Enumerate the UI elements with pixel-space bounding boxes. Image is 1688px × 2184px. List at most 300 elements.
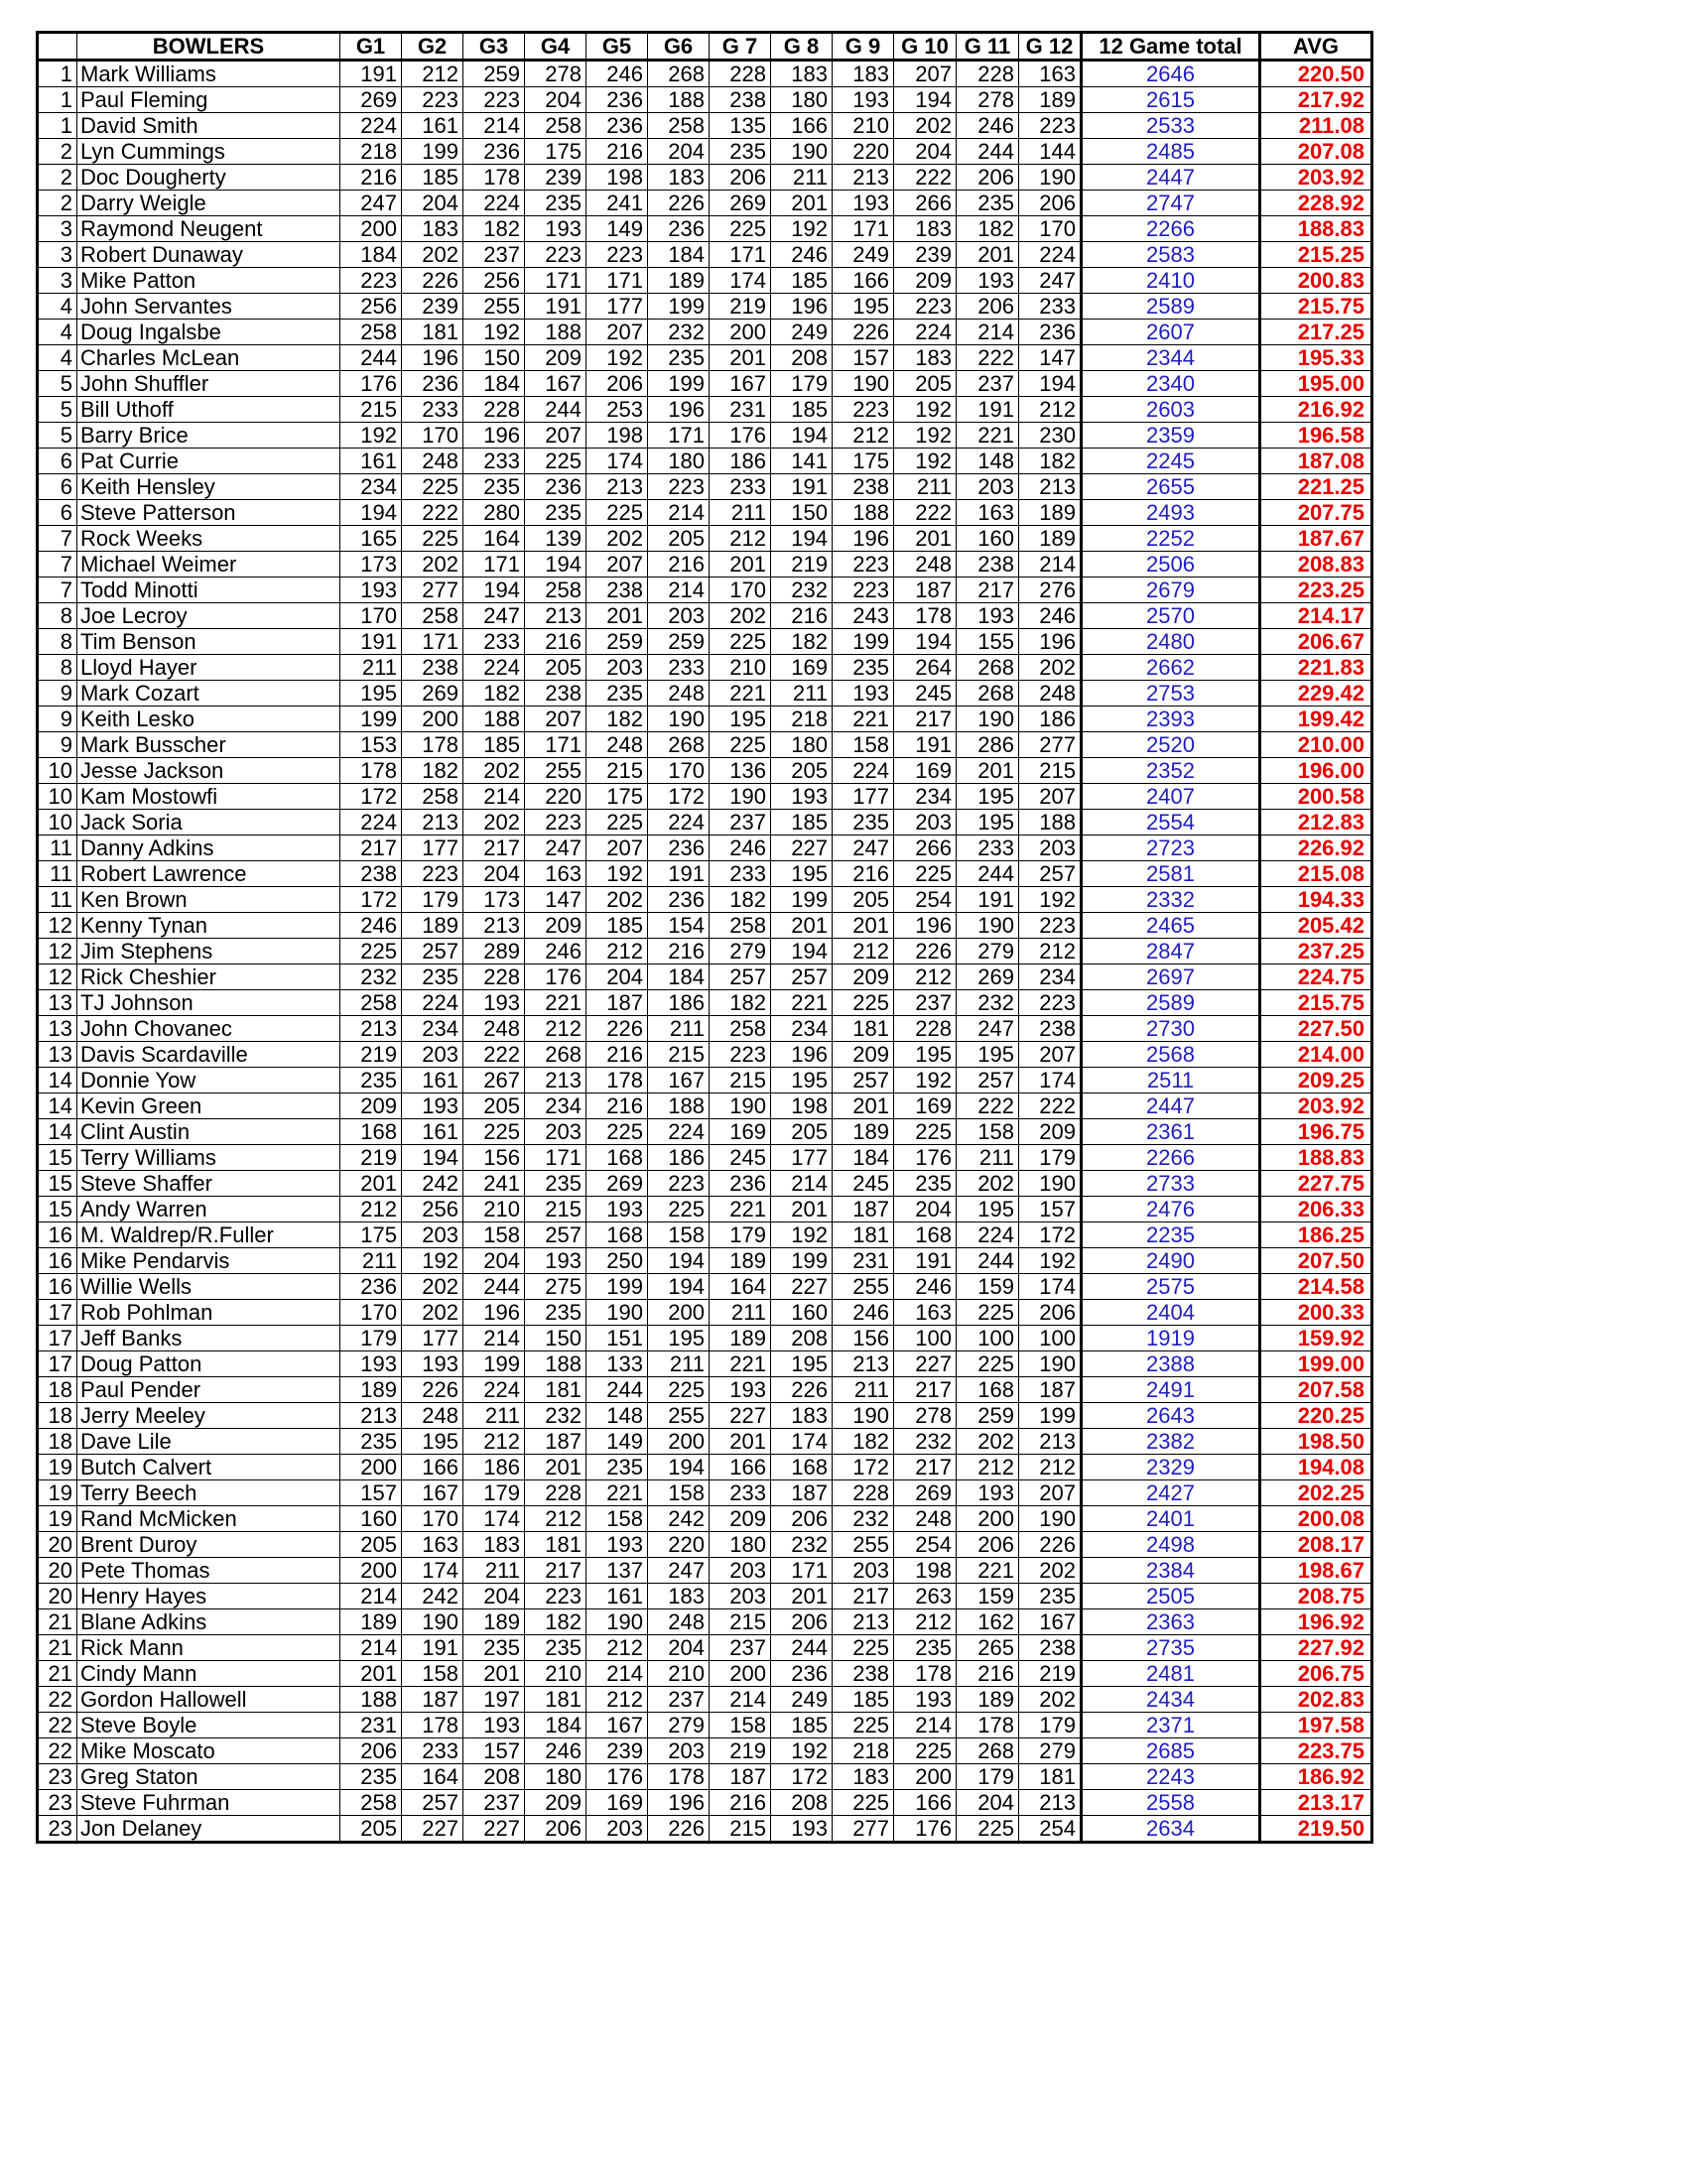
game-score-cell: 188 [648, 87, 710, 113]
game-score-cell: 179 [957, 1764, 1019, 1790]
bowler-name-cell: Lloyd Hayer [77, 655, 340, 681]
game-score-cell: 192 [894, 423, 957, 449]
game-score-cell: 176 [525, 964, 586, 990]
bowler-name-cell: Butch Calvert [77, 1455, 340, 1480]
total-cell: 2493 [1082, 500, 1260, 526]
game-score-cell: 233 [710, 861, 771, 887]
game-score-cell: 201 [771, 191, 833, 216]
game-score-cell: 204 [894, 139, 957, 165]
game-score-cell: 268 [957, 681, 1019, 707]
game-score-cell: 244 [957, 1248, 1019, 1274]
table-row [38, 990, 1372, 1016]
game-score-cell: 177 [402, 1326, 463, 1351]
game-score-cell: 255 [833, 1532, 894, 1558]
game-score-cell: 237 [957, 371, 1019, 397]
bowler-name-cell: Gordon Hallowell [77, 1687, 340, 1713]
game-score-cell: 225 [894, 1738, 957, 1764]
game-score-cell: 191 [894, 1248, 957, 1274]
game-score-cell: 215 [340, 397, 402, 423]
avg-cell: 221.25 [1260, 474, 1372, 500]
game-score-cell: 243 [833, 603, 894, 629]
game-score-cell: 167 [1019, 1609, 1082, 1635]
game-score-cell: 169 [710, 1119, 771, 1145]
game-score-cell: 210 [525, 1661, 586, 1687]
game-score-cell: 203 [894, 810, 957, 835]
team-number-cell: 9 [38, 681, 77, 707]
game-score-cell: 258 [648, 113, 710, 139]
game-score-cell: 244 [525, 397, 586, 423]
game-score-cell: 258 [402, 603, 463, 629]
team-number-cell: 7 [38, 578, 77, 603]
col-header-g3: G3 [463, 33, 525, 61]
total-cell: 2646 [1082, 61, 1260, 87]
game-score-cell: 188 [463, 707, 525, 732]
game-score-cell: 202 [1019, 1687, 1082, 1713]
team-number-cell: 3 [38, 216, 77, 242]
game-score-cell: 249 [771, 320, 833, 345]
game-score-cell: 176 [586, 1764, 648, 1790]
game-score-cell: 225 [586, 500, 648, 526]
game-score-cell: 162 [957, 1609, 1019, 1635]
game-score-cell: 268 [957, 1738, 1019, 1764]
game-score-cell: 269 [340, 87, 402, 113]
total-cell: 2490 [1082, 1248, 1260, 1274]
game-score-cell: 200 [648, 1300, 710, 1326]
game-score-cell: 202 [710, 603, 771, 629]
game-score-cell: 188 [525, 1351, 586, 1377]
game-score-cell: 209 [525, 1790, 586, 1816]
avg-cell: 208.17 [1260, 1532, 1372, 1558]
game-score-cell: 214 [340, 1584, 402, 1609]
game-score-cell: 189 [957, 1687, 1019, 1713]
game-score-cell: 137 [586, 1558, 648, 1584]
game-score-cell: 208 [771, 1790, 833, 1816]
game-score-cell: 246 [1019, 603, 1082, 629]
game-score-cell: 226 [833, 320, 894, 345]
game-score-cell: 268 [648, 61, 710, 87]
game-score-cell: 216 [710, 1790, 771, 1816]
game-score-cell: 223 [525, 242, 586, 268]
team-number-cell: 12 [38, 964, 77, 990]
table-row [38, 1300, 1372, 1326]
game-score-cell: 267 [463, 1068, 525, 1093]
game-score-cell: 201 [894, 526, 957, 552]
game-score-cell: 206 [586, 371, 648, 397]
game-score-cell: 188 [833, 500, 894, 526]
bowler-name-cell: Mike Moscato [77, 1738, 340, 1764]
game-score-cell: 192 [771, 1738, 833, 1764]
game-score-cell: 247 [833, 835, 894, 861]
bowler-name-cell: Jesse Jackson [77, 758, 340, 784]
game-score-cell: 257 [771, 964, 833, 990]
game-score-cell: 224 [463, 655, 525, 681]
game-score-cell: 171 [586, 268, 648, 294]
table-row [38, 810, 1372, 835]
game-score-cell: 176 [894, 1816, 957, 1843]
team-number-cell: 19 [38, 1455, 77, 1480]
table-row [38, 887, 1372, 913]
avg-cell: 196.75 [1260, 1119, 1372, 1145]
game-score-cell: 258 [525, 578, 586, 603]
game-score-cell: 227 [894, 1351, 957, 1377]
game-score-cell: 204 [648, 139, 710, 165]
game-score-cell: 205 [771, 758, 833, 784]
game-score-cell: 191 [340, 629, 402, 655]
game-score-cell: 237 [710, 810, 771, 835]
game-score-cell: 194 [648, 1248, 710, 1274]
game-score-cell: 264 [894, 655, 957, 681]
team-number-cell: 3 [38, 268, 77, 294]
game-score-cell: 178 [340, 758, 402, 784]
game-score-cell: 139 [525, 526, 586, 552]
game-score-cell: 166 [771, 113, 833, 139]
game-score-cell: 170 [710, 578, 771, 603]
game-score-cell: 226 [771, 1377, 833, 1403]
game-score-cell: 230 [1019, 423, 1082, 449]
game-score-cell: 228 [525, 1480, 586, 1506]
game-score-cell: 198 [894, 1558, 957, 1584]
game-score-cell: 239 [586, 1738, 648, 1764]
table-row [38, 732, 1372, 758]
game-score-cell: 195 [402, 1429, 463, 1455]
avg-cell: 202.83 [1260, 1687, 1372, 1713]
game-score-cell: 200 [710, 320, 771, 345]
game-score-cell: 158 [648, 1222, 710, 1248]
game-score-cell: 206 [525, 1816, 586, 1843]
team-number-cell: 4 [38, 294, 77, 320]
game-score-cell: 189 [340, 1609, 402, 1635]
table-row [38, 1455, 1372, 1480]
game-score-cell: 216 [771, 603, 833, 629]
game-score-cell: 193 [957, 268, 1019, 294]
team-number-cell: 16 [38, 1248, 77, 1274]
game-score-cell: 222 [1019, 1093, 1082, 1119]
avg-cell: 194.33 [1260, 887, 1372, 913]
game-score-cell: 238 [710, 87, 771, 113]
game-score-cell: 187 [586, 990, 648, 1016]
table-row [38, 1480, 1372, 1506]
game-score-cell: 201 [710, 345, 771, 371]
game-score-cell: 204 [463, 861, 525, 887]
team-number-cell: 23 [38, 1816, 77, 1843]
game-score-cell: 214 [771, 1171, 833, 1197]
game-score-cell: 211 [957, 1145, 1019, 1171]
game-score-cell: 169 [586, 1790, 648, 1816]
game-score-cell: 185 [463, 732, 525, 758]
table-row [38, 113, 1372, 139]
game-score-cell: 211 [771, 681, 833, 707]
team-number-cell: 16 [38, 1222, 77, 1248]
game-score-cell: 192 [1019, 887, 1082, 913]
game-score-cell: 247 [957, 1016, 1019, 1042]
game-score-cell: 167 [710, 371, 771, 397]
total-cell: 2498 [1082, 1532, 1260, 1558]
game-score-cell: 182 [771, 629, 833, 655]
game-score-cell: 255 [648, 1403, 710, 1429]
game-score-cell: 234 [771, 1016, 833, 1042]
total-cell: 2753 [1082, 681, 1260, 707]
table-row [38, 629, 1372, 655]
game-score-cell: 182 [402, 758, 463, 784]
game-score-cell: 217 [894, 707, 957, 732]
bowler-name-cell: Steve Patterson [77, 500, 340, 526]
game-score-cell: 223 [402, 861, 463, 887]
game-score-cell: 237 [463, 1790, 525, 1816]
game-score-cell: 227 [402, 1816, 463, 1843]
game-score-cell: 189 [648, 268, 710, 294]
team-number-cell: 21 [38, 1609, 77, 1635]
game-score-cell: 235 [833, 655, 894, 681]
table-row [38, 1558, 1372, 1584]
game-score-cell: 199 [771, 887, 833, 913]
avg-cell: 206.33 [1260, 1197, 1372, 1222]
game-score-cell: 194 [402, 1145, 463, 1171]
game-score-cell: 186 [710, 449, 771, 474]
game-score-cell: 225 [340, 939, 402, 964]
game-score-cell: 200 [957, 1506, 1019, 1532]
game-score-cell: 185 [771, 268, 833, 294]
game-score-cell: 212 [586, 939, 648, 964]
avg-cell: 228.92 [1260, 191, 1372, 216]
game-score-cell: 190 [957, 913, 1019, 939]
bowler-name-cell: Paul Fleming [77, 87, 340, 113]
game-score-cell: 191 [957, 887, 1019, 913]
game-score-cell: 226 [894, 939, 957, 964]
team-number-cell: 18 [38, 1377, 77, 1403]
game-score-cell: 189 [710, 1248, 771, 1274]
game-score-cell: 225 [833, 990, 894, 1016]
game-score-cell: 190 [648, 707, 710, 732]
game-score-cell: 223 [586, 242, 648, 268]
bowler-name-cell: Barry Brice [77, 423, 340, 449]
game-score-cell: 224 [340, 810, 402, 835]
team-number-cell: 7 [38, 552, 77, 578]
avg-cell: 211.08 [1260, 113, 1372, 139]
game-score-cell: 179 [710, 1222, 771, 1248]
avg-cell: 217.92 [1260, 87, 1372, 113]
game-score-cell: 286 [957, 732, 1019, 758]
game-score-cell: 226 [586, 1016, 648, 1042]
bowler-name-cell: Mark Williams [77, 61, 340, 87]
game-score-cell: 221 [710, 681, 771, 707]
game-score-cell: 141 [771, 449, 833, 474]
game-score-cell: 171 [771, 1558, 833, 1584]
game-score-cell: 148 [957, 449, 1019, 474]
total-cell: 2735 [1082, 1635, 1260, 1661]
col-header-total: 12 Game total [1082, 33, 1260, 61]
game-score-cell: 193 [402, 1093, 463, 1119]
game-score-cell: 172 [340, 887, 402, 913]
game-score-cell: 212 [1019, 397, 1082, 423]
total-cell: 2581 [1082, 861, 1260, 887]
table-row [38, 681, 1372, 707]
game-score-cell: 233 [1019, 294, 1082, 320]
game-score-cell: 211 [648, 1016, 710, 1042]
game-score-cell: 168 [586, 1145, 648, 1171]
game-score-cell: 234 [340, 474, 402, 500]
team-number-cell: 13 [38, 990, 77, 1016]
game-score-cell: 174 [402, 1558, 463, 1584]
team-number-cell: 14 [38, 1119, 77, 1145]
col-header-g4: G4 [525, 33, 586, 61]
game-score-cell: 212 [525, 1016, 586, 1042]
total-cell: 2407 [1082, 784, 1260, 810]
game-score-cell: 246 [710, 835, 771, 861]
team-number-cell: 1 [38, 87, 77, 113]
game-score-cell: 171 [525, 1145, 586, 1171]
team-number-cell: 6 [38, 474, 77, 500]
table-row [38, 1635, 1372, 1661]
game-score-cell: 177 [402, 835, 463, 861]
game-score-cell: 187 [894, 578, 957, 603]
team-number-cell: 1 [38, 113, 77, 139]
table-row [38, 1197, 1372, 1222]
game-score-cell: 225 [833, 1635, 894, 1661]
game-score-cell: 203 [1019, 835, 1082, 861]
game-score-cell: 163 [957, 500, 1019, 526]
total-cell: 2329 [1082, 1455, 1260, 1480]
game-score-cell: 192 [894, 397, 957, 423]
total-cell: 2340 [1082, 371, 1260, 397]
game-score-cell: 224 [463, 1377, 525, 1403]
team-number-cell: 10 [38, 810, 77, 835]
total-cell: 2511 [1082, 1068, 1260, 1093]
game-score-cell: 233 [710, 1480, 771, 1506]
team-number-cell: 18 [38, 1429, 77, 1455]
game-score-cell: 201 [833, 1093, 894, 1119]
game-score-cell: 204 [463, 1584, 525, 1609]
bowler-name-cell: Rob Pohlman [77, 1300, 340, 1326]
game-score-cell: 253 [586, 397, 648, 423]
bowler-name-cell: Michael Weimer [77, 552, 340, 578]
game-score-cell: 199 [402, 139, 463, 165]
total-cell: 2747 [1082, 191, 1260, 216]
game-score-cell: 201 [710, 1429, 771, 1455]
game-score-cell: 248 [648, 681, 710, 707]
game-score-cell: 213 [525, 603, 586, 629]
game-score-cell: 190 [710, 784, 771, 810]
game-score-cell: 254 [1019, 1816, 1082, 1843]
game-score-cell: 168 [957, 1377, 1019, 1403]
game-score-cell: 190 [1019, 1171, 1082, 1197]
avg-cell: 216.92 [1260, 397, 1372, 423]
game-score-cell: 211 [771, 165, 833, 191]
game-score-cell: 199 [586, 1274, 648, 1300]
game-score-cell: 225 [833, 1790, 894, 1816]
bowler-name-cell: David Smith [77, 113, 340, 139]
game-score-cell: 277 [833, 1816, 894, 1843]
game-score-cell: 205 [525, 655, 586, 681]
game-score-cell: 180 [525, 1764, 586, 1790]
game-score-cell: 198 [586, 423, 648, 449]
game-score-cell: 259 [957, 1403, 1019, 1429]
game-score-cell: 187 [525, 1429, 586, 1455]
team-number-cell: 20 [38, 1532, 77, 1558]
game-score-cell: 168 [771, 1455, 833, 1480]
game-score-cell: 209 [525, 913, 586, 939]
team-number-cell: 8 [38, 603, 77, 629]
game-score-cell: 171 [525, 732, 586, 758]
table-row [38, 603, 1372, 629]
game-score-cell: 227 [463, 1816, 525, 1843]
team-number-cell: 17 [38, 1326, 77, 1351]
game-score-cell: 174 [710, 268, 771, 294]
avg-cell: 219.50 [1260, 1816, 1372, 1843]
game-score-cell: 221 [771, 990, 833, 1016]
bowler-name-cell: Jon Delaney [77, 1816, 340, 1843]
header-row [38, 33, 1372, 61]
avg-cell: 206.67 [1260, 629, 1372, 655]
game-score-cell: 247 [648, 1558, 710, 1584]
game-score-cell: 157 [463, 1738, 525, 1764]
game-score-cell: 196 [463, 1300, 525, 1326]
game-score-cell: 184 [525, 1713, 586, 1738]
avg-cell: 199.00 [1260, 1351, 1372, 1377]
game-score-cell: 193 [833, 87, 894, 113]
game-score-cell: 238 [833, 474, 894, 500]
col-header-avg: AVG [1260, 33, 1372, 61]
game-score-cell: 185 [771, 397, 833, 423]
game-score-cell: 207 [586, 552, 648, 578]
game-score-cell: 201 [771, 1584, 833, 1609]
game-score-cell: 176 [340, 371, 402, 397]
game-score-cell: 248 [648, 1609, 710, 1635]
game-score-cell: 214 [463, 113, 525, 139]
game-score-cell: 213 [1019, 1790, 1082, 1816]
game-score-cell: 223 [710, 1042, 771, 1068]
bowler-name-cell: TJ Johnson [77, 990, 340, 1016]
game-score-cell: 254 [894, 1532, 957, 1558]
game-score-cell: 256 [463, 268, 525, 294]
game-score-cell: 235 [402, 964, 463, 990]
game-score-cell: 164 [402, 1764, 463, 1790]
bowler-name-cell: Clint Austin [77, 1119, 340, 1145]
game-score-cell: 189 [1019, 526, 1082, 552]
game-score-cell: 278 [525, 61, 586, 87]
game-score-cell: 277 [402, 578, 463, 603]
team-number-cell: 12 [38, 939, 77, 964]
game-score-cell: 202 [402, 242, 463, 268]
game-score-cell: 246 [771, 242, 833, 268]
game-score-cell: 205 [463, 1093, 525, 1119]
game-score-cell: 242 [402, 1171, 463, 1197]
game-score-cell: 236 [586, 87, 648, 113]
game-score-cell: 223 [833, 397, 894, 423]
game-score-cell: 236 [710, 1171, 771, 1197]
game-score-cell: 202 [894, 113, 957, 139]
table-row [38, 707, 1372, 732]
game-score-cell: 211 [340, 655, 402, 681]
total-cell: 2723 [1082, 835, 1260, 861]
bowler-name-cell: Terry Williams [77, 1145, 340, 1171]
game-score-cell: 216 [957, 1661, 1019, 1687]
game-score-cell: 196 [648, 1790, 710, 1816]
game-score-cell: 199 [463, 1351, 525, 1377]
game-score-cell: 217 [833, 1584, 894, 1609]
game-score-cell: 179 [340, 1326, 402, 1351]
avg-cell: 159.92 [1260, 1326, 1372, 1351]
game-score-cell: 172 [771, 1764, 833, 1790]
game-score-cell: 224 [340, 113, 402, 139]
table-row [38, 1403, 1372, 1429]
game-score-cell: 213 [1019, 474, 1082, 500]
bowler-name-cell: Rand McMicken [77, 1506, 340, 1532]
game-score-cell: 192 [894, 1068, 957, 1093]
game-score-cell: 216 [648, 552, 710, 578]
bowler-name-cell: Ken Brown [77, 887, 340, 913]
game-score-cell: 238 [1019, 1016, 1082, 1042]
team-number-cell: 22 [38, 1738, 77, 1764]
